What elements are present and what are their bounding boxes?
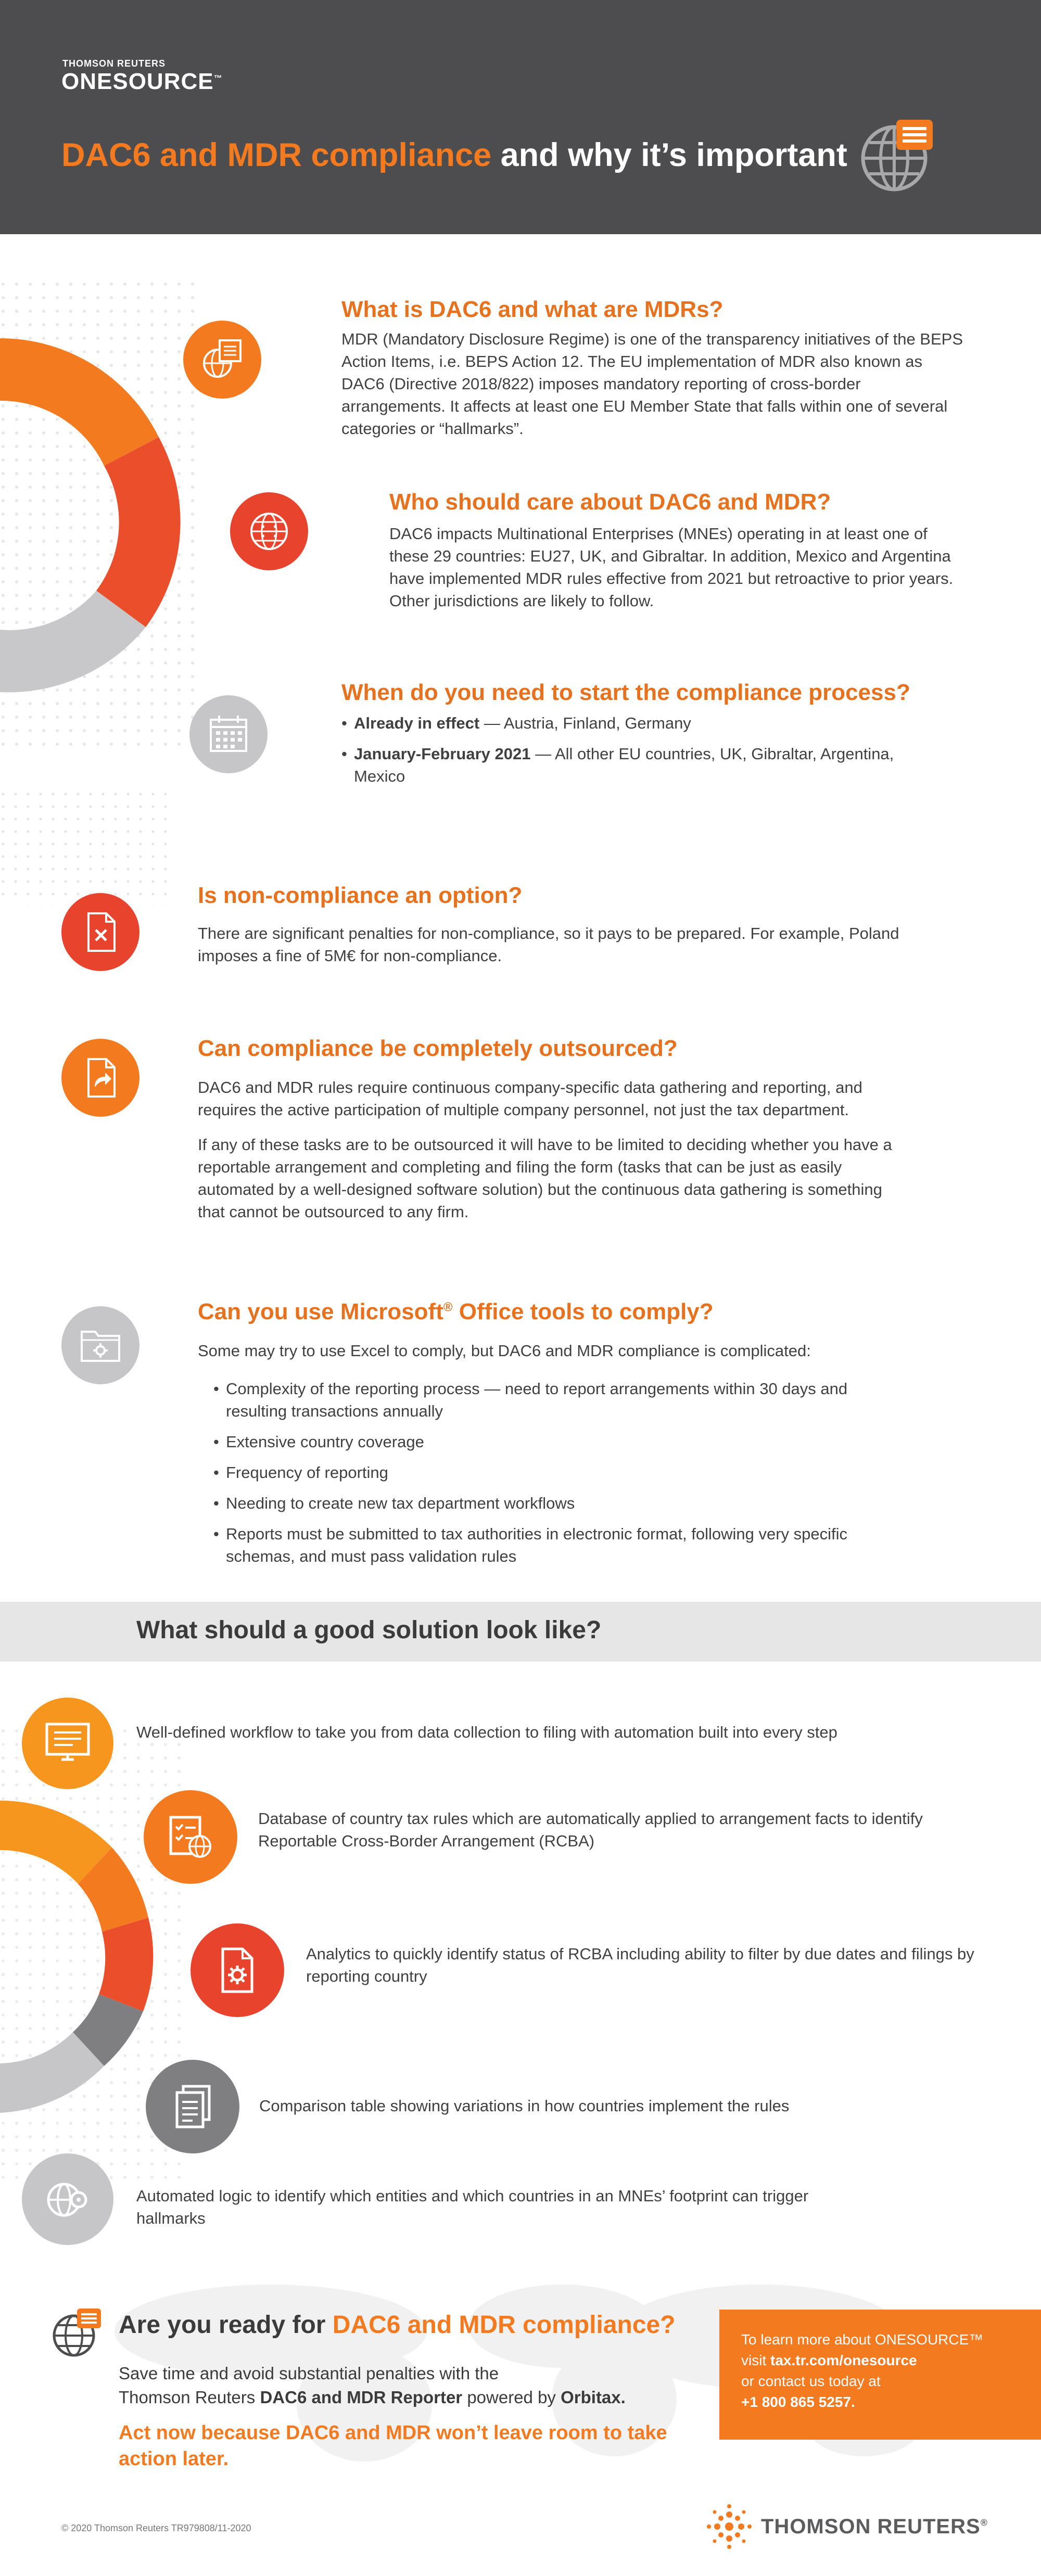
section-body-non-compliance: There are significant penalties for non-compliance, so it pays to be prepared. For example, Poland imposes a fine of 5M€ for non-compliance. (198, 924, 899, 965)
solution-item-5: Automated logic to identify which entities and which countries in an MNEs’ footprint can trigger hallmarks (136, 2187, 809, 2227)
section-title-who-cares: Who should care about DAC6 and MDR? (389, 489, 831, 515)
document-gear-icon (191, 1923, 284, 2017)
section-body-office-tools (198, 1340, 926, 1576)
section-title-office-tools: Can you use Microsoft® Office tools to comply? (198, 1299, 714, 1324)
copyright-text: © 2020 Thomson Reuters TR979808/11-2020 (61, 2523, 251, 2533)
solution-item-4: Comparison table showing variations in how countries implement the rules (259, 2097, 790, 2115)
thomson-reuters-logo: THOMSON REUTERS® (706, 2503, 988, 2550)
documents-stack-icon (146, 2060, 239, 2153)
outsourced-paragraph-1: DAC6 and MDR rules require continuous company-specific data gathering and reporting, and requires the active participation of multiple company personnel, not just the tax department. (198, 1078, 862, 1119)
cta-body: Save time and avoid substantial penalties with the Thomson Reuters DAC6 and MDR Reporter powered by Orbitax. (119, 2364, 626, 2407)
solution-item-2: Database of country tax rules which are automatically applied to arrangement facts to identify Reportable Cross-Border Arrangement (RCBA) (258, 1809, 923, 1850)
decorative-donut-top (0, 281, 198, 752)
section-body-what-is: MDR (Mandatory Disclosure Regime) is one of the transparency initiatives of the BEPS Action Items, i.e. BEPS Action 12. The EU implementation of MDR also known as DAC6 (Directive 2018/822) imposes mandatory reporting of cross-border arrangements. It affects at least one EU Member State that falls within one of several categories or “hallmarks”. (341, 330, 963, 438)
section-body-outsourced (198, 1076, 911, 1235)
solution-item-1: Well-defined workflow to take you from data collection to filing with automation built into every step (136, 1723, 837, 1741)
section-body-who-cares: DAC6 impacts Multinational Enterprises (MNEs) operating in at least one of these 29 countries: EU27, UK, and Gibraltar. In addition, Mexico and Argentina have implemented MDR rules effective from 2021 but retroactive to prior years. Other jurisdictions are likely to follow. (389, 525, 954, 610)
brand-small-label: THOMSON REUTERS (62, 58, 166, 69)
office-tools-intro: Some may try to use Excel to comply, but DAC6 and MDR compliance is complicated: (198, 1342, 811, 1360)
section-title-non-compliance: Is non-compliance an option? (198, 883, 523, 908)
section-title-outsourced: Can compliance be completely outsourced? (198, 1036, 678, 1061)
phone-number[interactable]: +1 800 865 5257. (741, 2394, 855, 2410)
document-share-icon (61, 1039, 139, 1117)
office-bullet-2: • Extensive country coverage (213, 1431, 926, 1453)
decorative-dots-mid (0, 791, 167, 908)
solution-title: What should a good solution look like? (136, 1616, 602, 1644)
solution-item-3: Analytics to quickly identify status of RCBA including ability to filter by due dates and filings by reporting country (306, 1945, 974, 1985)
document-x-icon (61, 893, 139, 971)
section-title-what-is: What is DAC6 and what are MDRs? (341, 297, 723, 322)
cta-title: Are you ready for DAC6 and MDR compliance? (119, 2311, 676, 2339)
office-bullet-1: • Complexity of the reporting process — need to report arrangements within 30 days and resulting transactions annually (213, 1378, 906, 1422)
page-title: DAC6 and MDR compliance and why it’s important (61, 137, 847, 173)
office-bullet-3: • Frequency of reporting (213, 1461, 926, 1484)
dotted-globe-icon (230, 492, 308, 570)
brand-onesource-logo: ONESOURCE™ (61, 69, 223, 94)
section-title-when: When do you need to start the compliance process? (341, 680, 910, 705)
document-globe-icon (183, 321, 261, 399)
globe-document-cta-icon (51, 2306, 103, 2361)
when-bullet-1: • Already in effect — Austria, Finland, Germany (341, 712, 940, 734)
office-bullet-5: • Reports must be submitted to tax authorities in electronic format, following very specific schemas, and must pass validation rules (213, 1523, 906, 1567)
calendar-icon (189, 695, 268, 773)
monitor-document-icon (22, 1698, 113, 1789)
globe-document-icon (859, 116, 937, 196)
office-bullet-4: • Needing to create new tax department workflows (213, 1492, 926, 1514)
outsourced-paragraph-2: If any of these tasks are to be outsourced it will have to be limited to deciding whether you have a reportable arrangement and completing and filing the form (tasks that can be just as easily automated by a well-designed software solution) but the continuous data gathering is something that cannot be outsourced to any firm. (198, 1136, 892, 1221)
folder-gear-icon (61, 1306, 139, 1384)
cta-act-now: Act now because DAC6 and MDR won’t leave room to take action later. (119, 2422, 667, 2470)
when-bullet-2: • January-February 2021 — All other EU countries, UK, Gibraltar, Argentina, Mexico (341, 743, 940, 787)
onesource-link[interactable]: tax.tr.com/onesource (770, 2352, 917, 2368)
checklist-globe-icon (144, 1790, 237, 1884)
thomson-reuters-dots-icon (706, 2503, 753, 2550)
contact-box: To learn more about ONESOURCE™ visit tax.tr.com/onesource or contact us today at +1 800 865 5257. (719, 2310, 1041, 2440)
globe-gear-icon (22, 2153, 113, 2245)
section-body-when (341, 712, 940, 796)
